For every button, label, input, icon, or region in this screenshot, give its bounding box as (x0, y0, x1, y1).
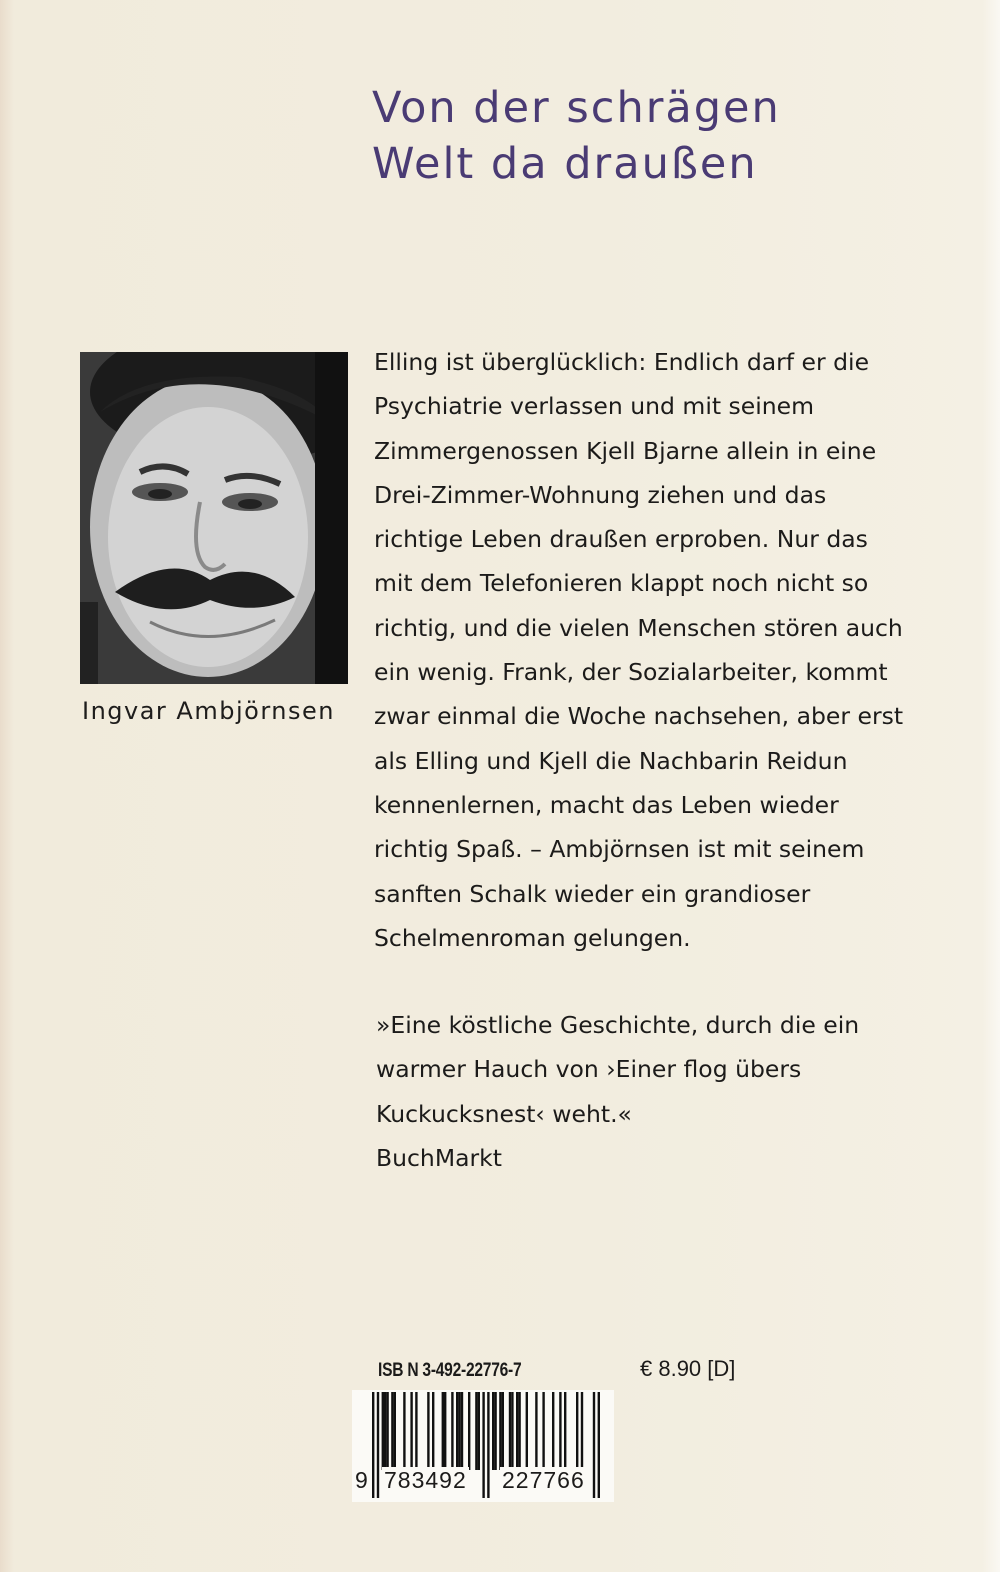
barcode-bar (386, 1392, 388, 1470)
cover-edge-highlight (982, 0, 1000, 1572)
barcode-bar (559, 1392, 561, 1470)
barcode-bar (518, 1392, 520, 1470)
barcode-left-group: 783492 (384, 1467, 467, 1493)
barcode-bar (542, 1392, 544, 1470)
barcode-bar (461, 1392, 463, 1470)
barcode-bar (458, 1392, 460, 1470)
barcode-bar (511, 1392, 513, 1470)
blurb-line: richtig Spaß. – Ambjörnsen ist mit seinem (374, 835, 865, 864)
barcode-bar (482, 1392, 484, 1498)
barcode-bar (494, 1392, 496, 1470)
author-photo (80, 352, 348, 684)
barcode-bar (403, 1392, 405, 1470)
barcode-bar (576, 1392, 578, 1470)
barcode-bar (499, 1392, 501, 1470)
barcode-bar (415, 1392, 417, 1470)
barcode-bar (382, 1392, 384, 1470)
barcode-bar (535, 1392, 537, 1470)
title-line-1: Von der schrägen (372, 83, 781, 133)
book-title (372, 80, 932, 192)
barcode-bar (598, 1392, 600, 1498)
blurb-line: ein wenig. Frank, der Sozialarbeiter, kommt (374, 658, 888, 687)
blurb-line: sanften Schalk wieder ein grandioser (374, 879, 811, 908)
barcode-bar (487, 1392, 489, 1498)
quote-source: BuchMarkt (376, 1143, 502, 1172)
barcode-bar (456, 1392, 458, 1470)
barcode-bar (526, 1392, 528, 1470)
barcode-bar (391, 1392, 393, 1470)
quote-line: Kuckucksnest‹ weht.« (376, 1099, 632, 1128)
barcode-bar (372, 1392, 374, 1498)
barcode-bar (468, 1392, 470, 1470)
barcode-bar (432, 1392, 434, 1470)
barcode-bar (427, 1392, 429, 1470)
title-line-2: Welt da draußen (372, 139, 758, 189)
barcode-bar (509, 1392, 511, 1470)
barcode-bar (564, 1392, 566, 1470)
barcode-bar (593, 1392, 595, 1498)
price-label: € 8.90 [D] (640, 1356, 736, 1381)
barcode-bar (478, 1392, 480, 1470)
blurb-line: kennenlernen, macht das Leben wieder (374, 790, 839, 819)
isbn-number: ISB N 3-492-22776-7 (378, 1360, 522, 1381)
blurb-line: Schelmenroman gelungen. (374, 923, 691, 952)
blurb-line: zwar einmal die Woche nachsehen, aber erst (374, 702, 904, 731)
author-name: Ingvar Ambjörnsen (82, 697, 335, 725)
barcode-bar (384, 1392, 386, 1470)
blurb-line: Psychiatrie verlassen und mit seinem (374, 392, 815, 421)
barcode-right-group: 227766 (502, 1467, 585, 1493)
quote-line: warmer Hauch von ›Einer flog übers (376, 1055, 802, 1084)
barcode-first-digit: 9 (355, 1467, 368, 1493)
barcode-bar (377, 1392, 379, 1498)
blurb-line: Drei-Zimmer-Wohnung ziehen und das (374, 480, 827, 509)
blurb-line: richtig, und die vielen Menschen stören auch (374, 613, 903, 642)
barcode-bar (516, 1392, 518, 1470)
barcode-bar (410, 1392, 412, 1470)
barcode-bar (451, 1392, 453, 1470)
blurb-line: als Elling und Kjell die Nachbarin Reidun (374, 746, 848, 775)
barcode-bar (444, 1392, 446, 1470)
blurb-line: mit dem Telefonieren klappt noch nicht so (374, 569, 869, 598)
blurb-line: Zimmergenossen Kjell Bjarne allein in eine (374, 436, 877, 465)
blurb-line: Elling ist überglücklich: Endlich darf er die (374, 348, 870, 376)
barcode-bar (552, 1392, 554, 1470)
blurb-text (374, 340, 934, 960)
barcode-bar (442, 1392, 444, 1470)
barcode-bar (394, 1392, 396, 1470)
quote-line: »Eine köstliche Geschichte, durch die ein (376, 1011, 860, 1039)
author-portrait-image (80, 352, 348, 684)
blurb-line: richtige Leben draußen erproben. Nur das (374, 525, 868, 554)
barcode-bar (492, 1392, 494, 1470)
barcode-bar (581, 1392, 583, 1470)
barcode-bar (502, 1392, 504, 1470)
review-quote (376, 1003, 936, 1180)
barcode-bar (475, 1392, 477, 1470)
